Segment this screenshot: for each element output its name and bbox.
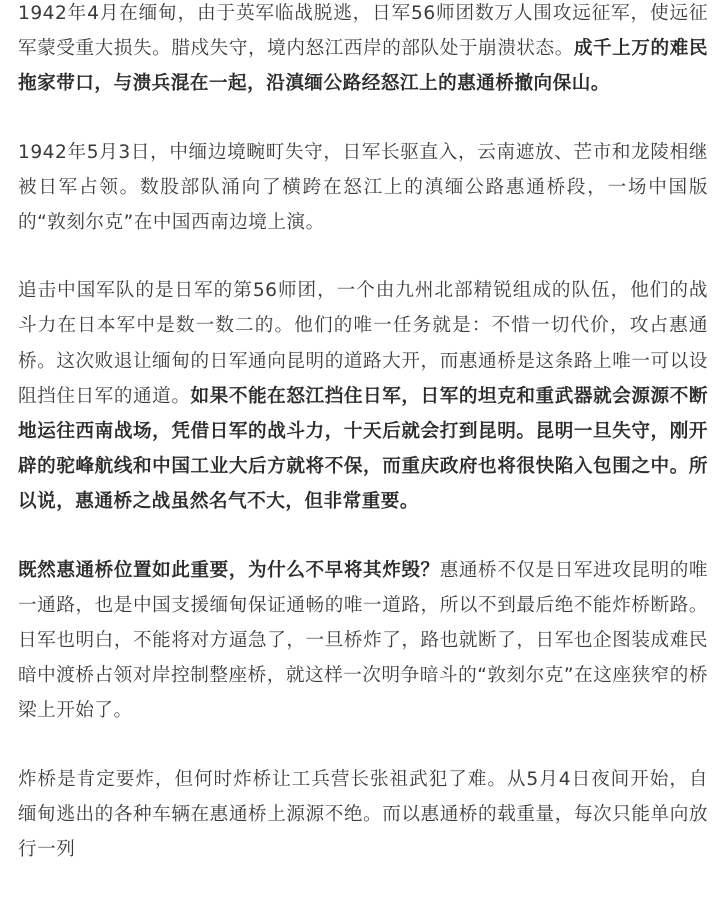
text-segment: 1942年5月3日，中缅边境畹町失守，日军长驱直入，云南遮放、芒市和龙陵相继被日军占领。数股部队涌向了横跨在怒江上的滇缅公路惠通桥段，一场中国版的“敦刻尔克”在中国西南边境上演。 [18, 141, 708, 234]
text-segment: 追击中国军队的是日军的第56师团，一个由九州北部精锐组成的队伍，他们的战斗力在日本军中是数一数二的。他们的唯一任务就是：不惜一切代价，攻占惠通桥。这次败退让缅甸的日军通向昆明的道路大开，而惠通桥是这条路上唯一可以设阻挡住日军的通道。 [18, 280, 708, 407]
article-body [18, 0, 708, 900]
text-segment: 炸桥是肯定要炸，但何时炸桥让工兵营长张祖武犯了难。从5月4日夜间开始，自缅甸逃出的各种车辆在惠通桥上源源不绝。而以惠通桥的载重量，每次只能单向放行一列 [18, 768, 708, 861]
paragraph-burma-retreat [18, 0, 708, 102]
text-segment-bold: 成千上万的难民拖家带口，与溃兵混在一起，沿滇缅公路经怒江上的惠通桥撤向保山。 [18, 38, 708, 95]
text-segment: 惠通桥不仅是日军进攻昆明的唯一通路，也是中国支援缅甸保证通畅的唯一道路，所以不到最后绝不能炸桥断路。日军也明白，不能将对方逼急了，一旦桥炸了，路也就断了，日军也企图装成难民暗中渡桥占领对岸控制整座桥，就这样一次明争暗斗的“敦刻尔克”在这座狭窄的桥梁上开始了。 [18, 559, 708, 722]
text-segment-bold: 如果不能在怒江挡住日军，日军的坦克和重武器就会源源不断地运往西南战场，凭借日军的战斗力，十天后就会打到昆明。昆明一旦失守，刚开辟的驼峰航线和中国工业大后方就将不保，而重庆政府也将很快陷入包围之中。所以说，惠通桥之战虽然名气不大，但非常重要。 [18, 385, 708, 513]
paragraph-bridge-demolition [18, 762, 708, 868]
text-segment-bold: 既然惠通桥位置如此重要，为什么不早将其炸毁？ [18, 559, 440, 581]
paragraph-56th-division [18, 273, 708, 519]
paragraph-wanding-fall [18, 135, 708, 241]
paragraph-why-not-destroy [18, 553, 708, 729]
text-segment: 1942年4月在缅甸，由于英军临战脱逃，日军56师团数万人围攻远征军，使远征军蒙受重大损失。腊戍失守，境内怒江西岸的部队处于崩溃状态。 [18, 3, 708, 60]
